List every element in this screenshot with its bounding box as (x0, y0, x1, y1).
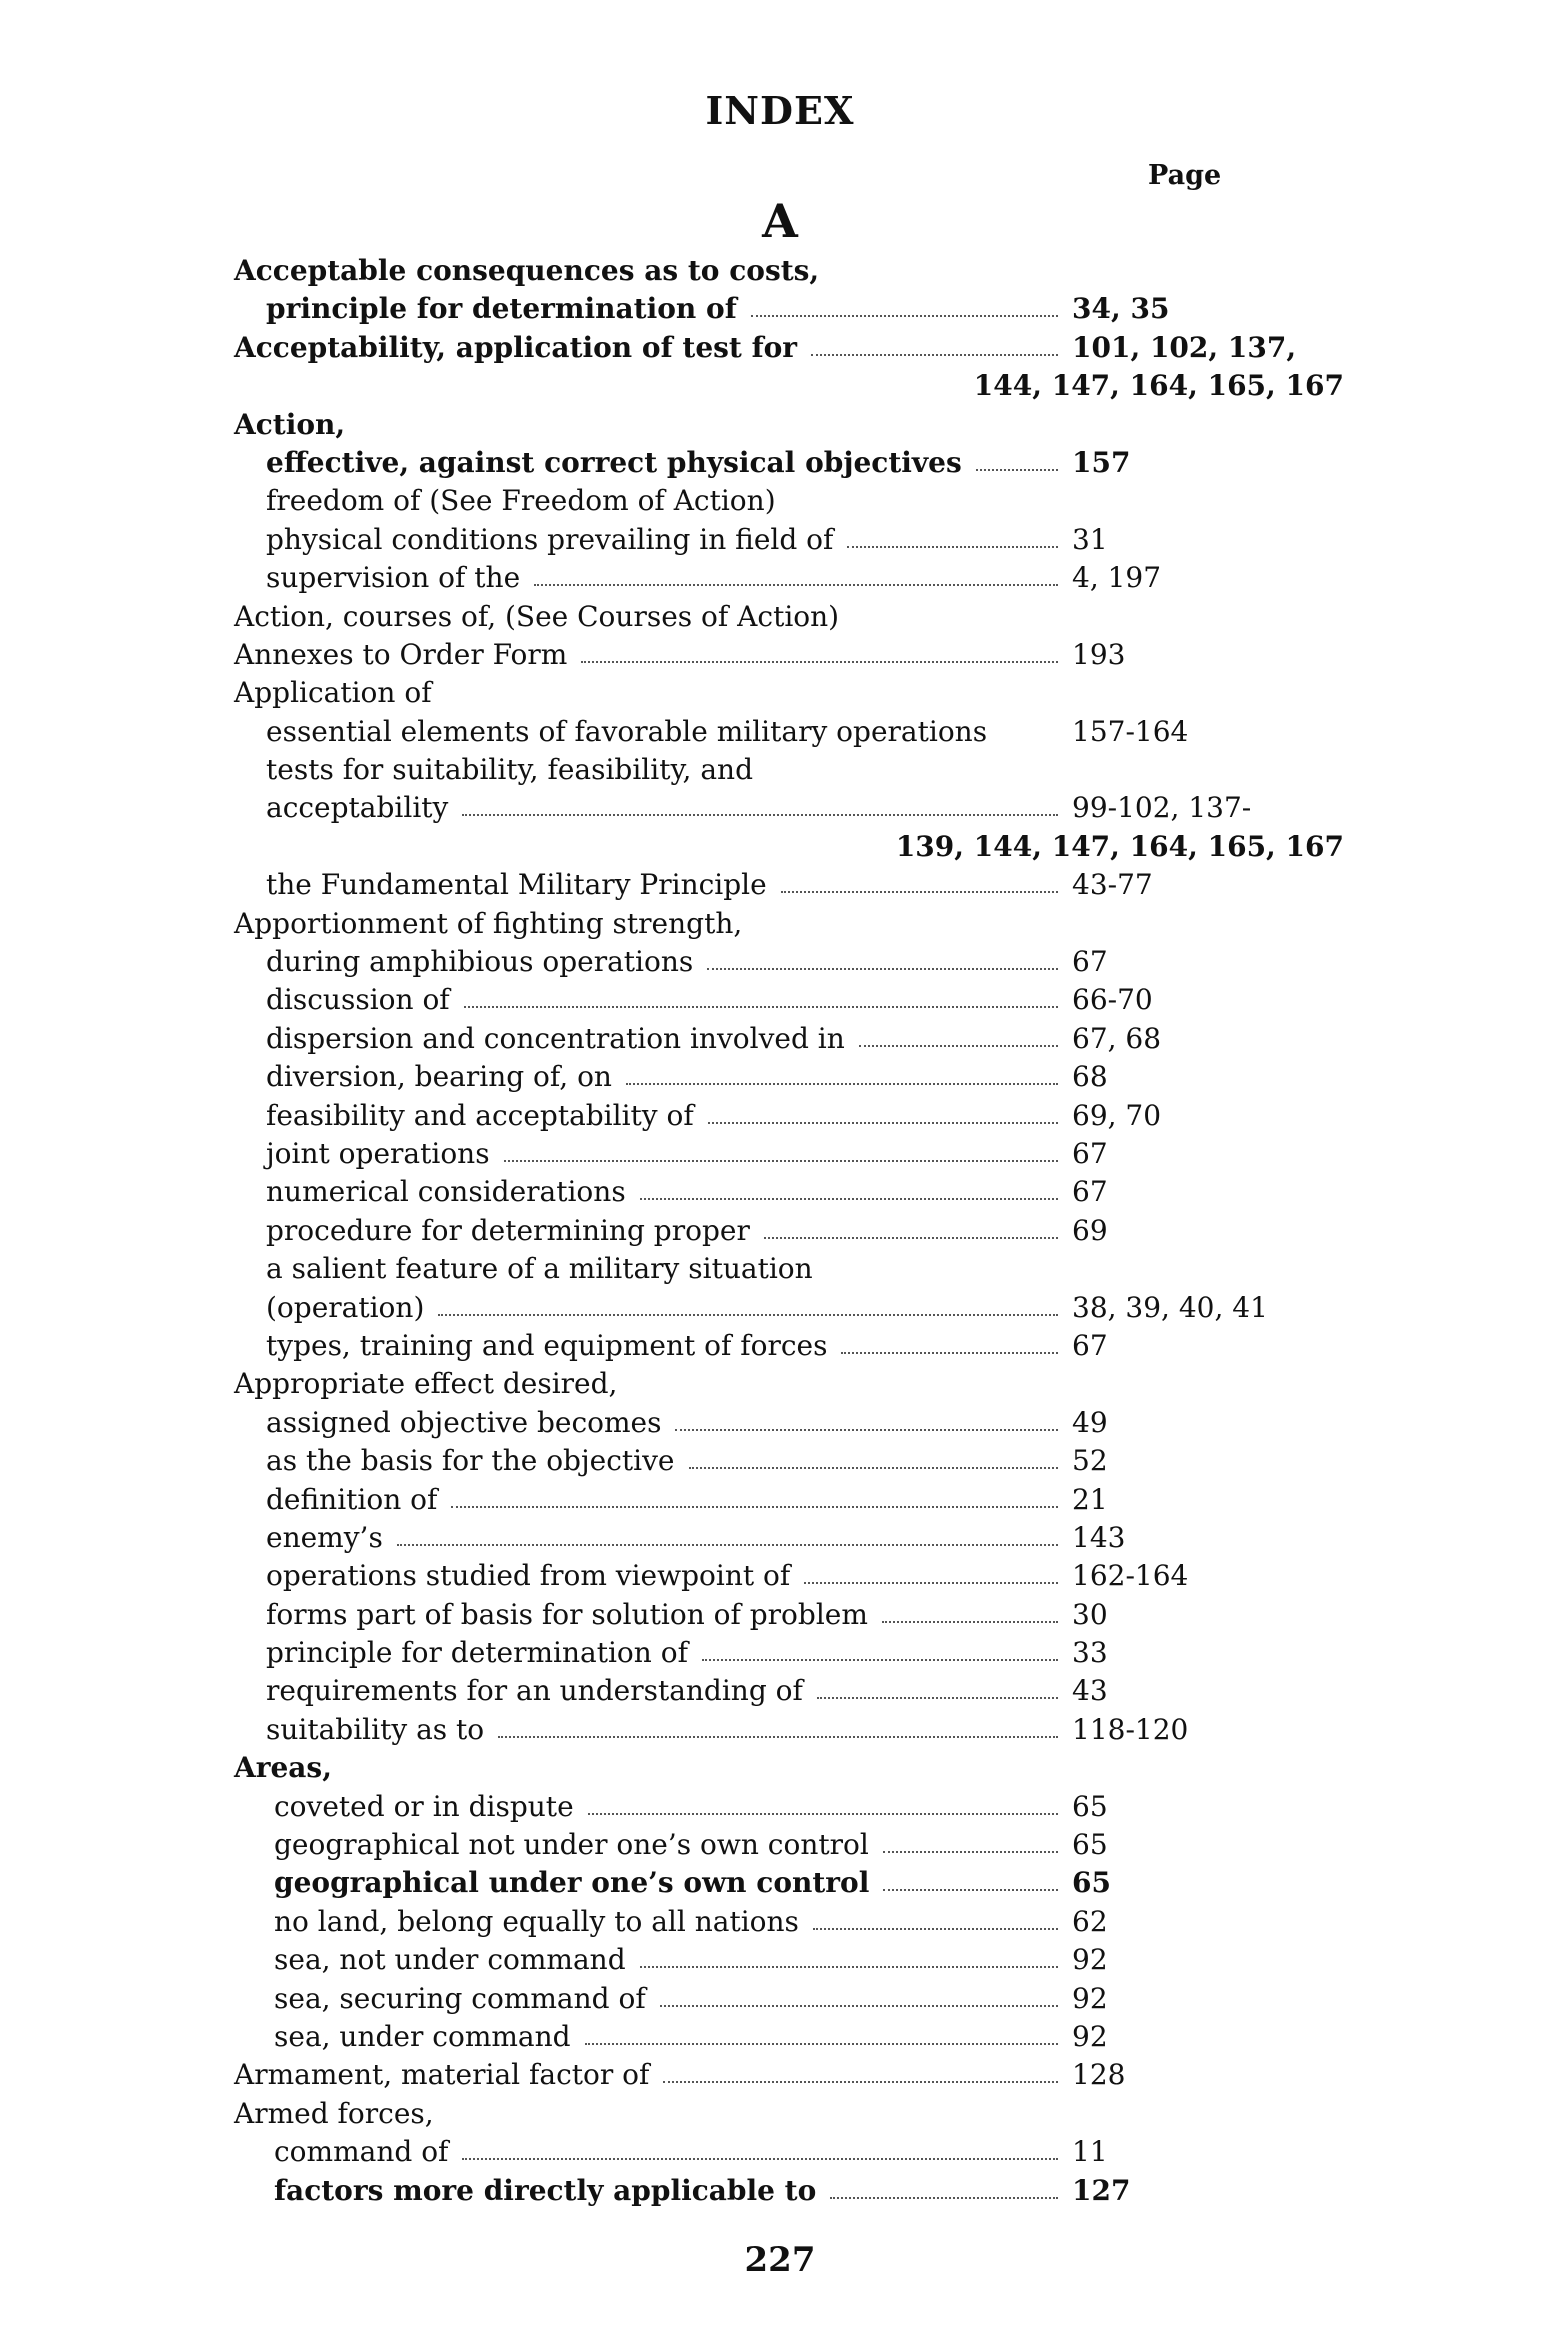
dot-leader (534, 584, 1058, 586)
index-entries (234, 252, 1344, 2210)
index-entry (234, 329, 1344, 367)
entry-label: Action, (234, 407, 346, 441)
index-entry (234, 1365, 1344, 1403)
entry-label: factors more directly applicable to (274, 2173, 817, 2207)
index-entry (234, 1327, 1344, 1365)
entry-page-ref: 65 (1072, 1828, 1108, 1862)
index-entry (234, 943, 1344, 981)
entry-page-ref: 92 (1072, 1981, 1108, 2015)
entry-page-ref: 92 (1072, 2019, 1108, 2053)
index-entry (234, 674, 1344, 712)
index-entry (234, 828, 1344, 866)
entry-page-ref: 68 (1072, 1060, 1108, 1094)
dot-leader (588, 1813, 1058, 1815)
index-entry (234, 559, 1344, 597)
dot-leader (781, 891, 1058, 893)
dot-leader (689, 1467, 1058, 1469)
entry-label: freedom of (See Freedom of Action) (266, 484, 776, 518)
index-entry (234, 713, 1344, 751)
index-entry (234, 1404, 1344, 1442)
dot-leader (830, 2197, 1058, 2199)
index-entry (234, 1788, 1344, 1826)
index-entry (234, 1711, 1344, 1749)
entry-page-ref: 30 (1072, 1597, 1108, 1631)
index-entry (234, 2056, 1344, 2094)
entry-page-ref: 49 (1072, 1405, 1108, 1439)
entry-label: tests for suitability, feasibility, and (266, 753, 754, 787)
index-entry (234, 2133, 1344, 2171)
entry-label: (operation) (266, 1290, 425, 1324)
entry-page-ref: 69, 70 (1072, 1098, 1162, 1132)
entry-label: as the basis for the objective (266, 1444, 675, 1478)
dot-leader (708, 1122, 1058, 1124)
index-entry (234, 2095, 1344, 2133)
index-entry (234, 981, 1344, 1019)
index-entry (234, 789, 1344, 827)
dot-leader (751, 315, 1058, 317)
entry-page-ref: 143 (1072, 1520, 1126, 1554)
dot-leader (498, 1736, 1058, 1738)
index-entry (234, 444, 1344, 482)
index-entry (234, 1941, 1344, 1979)
entry-page-ref-continued: 139, 144, 147, 164, 165, 167 (895, 829, 1344, 863)
entry-page-ref: 99-102, 137- (1072, 791, 1252, 825)
index-entry (234, 1596, 1344, 1634)
entry-label: geographical not under one’s own control (274, 1828, 869, 1862)
entry-label: numerical considerations (266, 1175, 626, 1209)
entry-page-ref: 43 (1072, 1674, 1108, 1708)
dot-leader (462, 2158, 1058, 2160)
entry-label: command of (274, 2135, 449, 2169)
entry-page-ref: 101, 102, 137, (1072, 330, 1297, 364)
dot-leader (882, 1621, 1058, 1623)
dot-leader (663, 2081, 1058, 2083)
dot-leader (504, 1160, 1058, 1162)
dot-leader (675, 1429, 1058, 1431)
entry-page-ref: 38, 39, 40, 41 (1072, 1290, 1268, 1324)
entry-label: essential elements of favorable military operations (266, 714, 988, 748)
entry-label: sea, not under command (274, 1943, 626, 1977)
entry-page-ref: 128 (1072, 2058, 1126, 2092)
index-entry (234, 1749, 1344, 1787)
index-entry (234, 2172, 1344, 2210)
entry-label: Areas, (234, 1751, 332, 1785)
entry-label: forms part of basis for solution of problem (266, 1597, 868, 1631)
dot-leader (859, 1045, 1058, 1047)
entry-label: joint operations (266, 1136, 490, 1170)
entry-label: a salient feature of a military situation (266, 1252, 813, 1286)
entry-label: enemy’s (266, 1520, 383, 1554)
index-entry (234, 1634, 1344, 1672)
entry-page-ref: 4, 197 (1072, 561, 1162, 595)
entry-page-ref: 67 (1072, 945, 1108, 979)
dot-leader (804, 1582, 1058, 1584)
entry-label: geographical under one’s own control (274, 1866, 870, 1900)
index-entry (234, 1135, 1344, 1173)
entry-label: Appropriate effect desired, (234, 1367, 618, 1401)
index-entry (234, 406, 1344, 444)
entry-page-ref: 34, 35 (1072, 292, 1170, 326)
entry-label: operations studied from viewpoint of (266, 1559, 791, 1593)
dot-leader (707, 968, 1058, 970)
page-number: 227 (744, 2240, 816, 2280)
entry-label: Action, courses of, (See Courses of Action) (234, 599, 840, 633)
entry-page-ref: 33 (1072, 1636, 1108, 1670)
index-entry (234, 1826, 1344, 1864)
entry-page-ref: 193 (1072, 637, 1126, 671)
entry-label: discussion of (266, 983, 450, 1017)
entry-page-ref: 157 (1072, 445, 1131, 479)
dot-leader (764, 1237, 1058, 1239)
entry-page-ref: 92 (1072, 1943, 1108, 1977)
index-title: INDEX (705, 88, 855, 133)
dot-leader (438, 1314, 1058, 1316)
entry-page-ref: 11 (1072, 2135, 1108, 2169)
entry-page-ref: 66-70 (1072, 983, 1153, 1017)
index-entry (234, 1980, 1344, 2018)
index-entry (234, 1672, 1344, 1710)
entry-page-ref: 67 (1072, 1136, 1108, 1170)
index-entry (234, 1519, 1344, 1557)
index-entry (234, 521, 1344, 559)
entry-label: Armament, material factor of (234, 2058, 650, 2092)
index-entry (234, 1442, 1344, 1480)
entry-label: assigned objective becomes (266, 1405, 662, 1439)
entry-label: suitability as to (266, 1712, 485, 1746)
section-letter: A (762, 194, 798, 248)
dot-leader (813, 1928, 1058, 1930)
entry-page-ref: 52 (1072, 1444, 1108, 1478)
index-entry (234, 252, 1344, 290)
index-entry (234, 1289, 1344, 1327)
index-entry (234, 1173, 1344, 1211)
index-entry (234, 482, 1344, 520)
entry-page-ref: 162-164 (1072, 1559, 1189, 1593)
dot-leader (702, 1659, 1058, 1661)
dot-leader (451, 1506, 1058, 1508)
entry-page-ref: 65 (1072, 1789, 1108, 1823)
dot-leader (883, 1889, 1058, 1891)
entry-page-ref: 118-120 (1072, 1712, 1189, 1746)
index-entry (234, 1481, 1344, 1519)
entry-page-ref: 62 (1072, 1904, 1108, 1938)
page-column-header: Page (1148, 160, 1222, 191)
entry-label: Acceptable consequences as to costs, (234, 254, 820, 287)
dot-leader (817, 1697, 1058, 1699)
entry-page-ref: 69 (1072, 1213, 1108, 1247)
entry-page-ref: 21 (1072, 1482, 1108, 1516)
entry-label: principle for determination of (266, 1636, 688, 1670)
index-entry (234, 636, 1344, 674)
dot-leader (640, 1966, 1058, 1968)
index-entry (234, 1212, 1344, 1250)
index-entry (234, 290, 1344, 328)
entry-label: procedure for determining proper (266, 1213, 750, 1247)
entry-label: Annexes to Order Form (234, 637, 568, 671)
index-entry (234, 1250, 1344, 1288)
entry-label: effective, against correct physical objectives (266, 445, 962, 479)
entry-label: Apportionment of fighting strength, (234, 906, 743, 940)
dot-leader (585, 2043, 1058, 2045)
entry-label: coveted or in dispute (274, 1789, 574, 1823)
index-entry (234, 1097, 1344, 1135)
dot-leader (626, 1083, 1058, 1085)
dot-leader (581, 661, 1058, 663)
entry-label: diversion, bearing of, on (266, 1060, 612, 1094)
entry-page-ref: 67 (1072, 1328, 1108, 1362)
entry-label: no land, belong equally to all nations (274, 1904, 799, 1938)
index-entry (234, 367, 1344, 405)
index-entry (234, 1864, 1344, 1902)
entry-label: types, training and equipment of forces (266, 1328, 828, 1362)
index-entry (234, 1557, 1344, 1595)
entry-label: sea, under command (274, 2019, 571, 2053)
dot-leader (397, 1544, 1058, 1546)
entry-label: Application of (234, 676, 432, 710)
entry-label: the Fundamental Military Principle (266, 868, 767, 902)
index-entry (234, 751, 1344, 789)
entry-label: dispersion and concentration involved in (266, 1021, 845, 1055)
entry-page-ref: 43-77 (1072, 868, 1153, 902)
entry-page-ref: 65 (1072, 1866, 1111, 1900)
dot-leader (640, 1198, 1058, 1200)
index-entry (234, 2018, 1344, 2056)
index-entry (234, 905, 1344, 943)
index-entry (234, 866, 1344, 904)
entry-page-ref: 31 (1072, 522, 1108, 556)
entry-label: requirements for an understanding of (266, 1674, 803, 1708)
dot-leader (462, 814, 1058, 816)
entry-page-ref: 67 (1072, 1175, 1108, 1209)
index-entry (234, 598, 1344, 636)
dot-leader (841, 1352, 1058, 1354)
entry-page-ref-continued: 144, 147, 164, 165, 167 (973, 369, 1344, 403)
entry-label: during amphibious operations (266, 945, 694, 979)
dot-leader (883, 1851, 1058, 1853)
dot-leader (847, 546, 1058, 548)
dot-leader (811, 354, 1058, 356)
entry-label: Acceptability, application of test for (234, 330, 798, 364)
entry-label: definition of (266, 1482, 438, 1516)
entry-page-ref: 157-164 (1072, 714, 1189, 748)
entry-label: sea, securing command of (274, 1981, 646, 2015)
entry-label: principle for determination of (266, 292, 737, 326)
entry-label: physical conditions prevailing in field of (266, 522, 834, 556)
dot-leader (660, 2005, 1058, 2007)
dot-leader (464, 1006, 1058, 1008)
dot-leader (976, 469, 1058, 471)
index-entry (234, 1903, 1344, 1941)
index-entry (234, 1020, 1344, 1058)
entry-label: acceptability (266, 791, 449, 825)
entry-label: Armed forces, (234, 2096, 434, 2130)
entry-label: supervision of the (266, 561, 521, 595)
index-entry (234, 1058, 1344, 1096)
entry-page-ref: 67, 68 (1072, 1021, 1162, 1055)
entry-label: feasibility and acceptability of (266, 1098, 694, 1132)
entry-page-ref: 127 (1072, 2173, 1131, 2207)
